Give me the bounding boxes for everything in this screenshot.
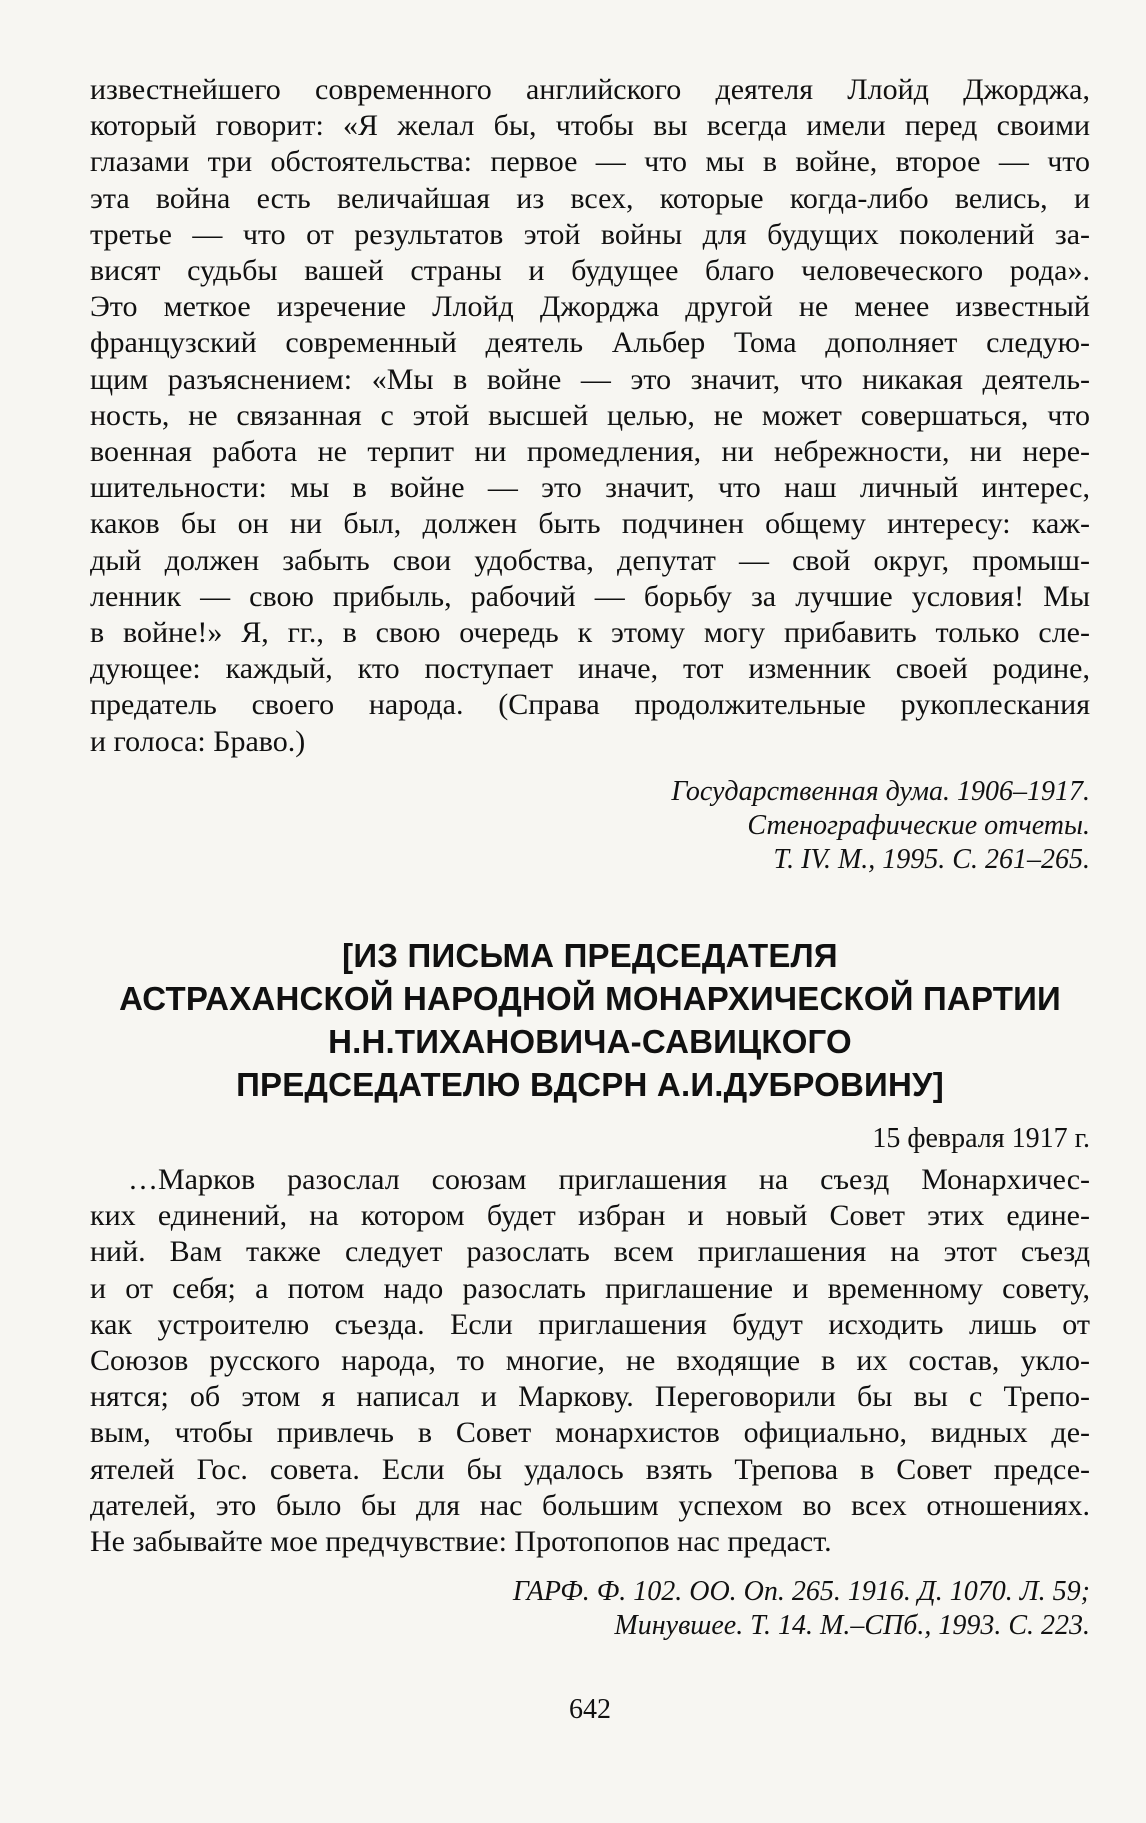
text-line: ленник — свою прибыль, рабочий — борьбу за лучшие условия! Мы: [90, 579, 1090, 613]
text-line: ность, не связанная с этой высшей целью, не может совершаться, что: [90, 398, 1090, 432]
book-page: [90, 72, 1090, 1792]
text-line: дующее: каждый, кто поступает иначе, тот изменник своей родине,: [90, 652, 1090, 686]
citation-line: Минувшее. Т. 14. М.–СПб., 1993. С. 223.: [614, 1610, 1090, 1641]
text-line: третье — что от результатов этой войны для будущих поколений за-: [90, 217, 1090, 251]
heading-line: Н.Н.ТИХАНОВИЧА-САВИЦКОГО: [328, 1023, 852, 1060]
text-line: как устроителю съезда. Если приглашения будут исходить лишь от: [90, 1307, 1090, 1341]
text-line: в войне!» Я, гг., в свою очередь к этому могу прибавить только сле-: [90, 616, 1090, 650]
text-line: каков бы он ни был, должен быть подчинен общему интересу: каж-: [90, 507, 1090, 541]
citation-line: Государственная дума. 1906–1917.: [671, 776, 1090, 807]
citation-line: Т. IV. М., 1995. С. 261–265.: [773, 844, 1090, 875]
text-line: и голоса: Браво.): [90, 724, 306, 758]
text-line: предатель своего народа. (Справа продолжительные рукоплескания: [90, 688, 1090, 722]
citation-line: ГАРФ. Ф. 102. ОО. Оп. 265. 1916. Д. 1070. Л. 59;: [512, 1576, 1090, 1607]
text-line: французский современный деятель Альбер Тома дополняет следую-: [90, 326, 1090, 360]
first-citation: [90, 775, 1090, 877]
text-line: дателей, это было бы для нас большим успехом во всех отношениях.: [90, 1488, 1090, 1522]
text-line: Союзов русского народа, то многие, не входящие в их состав, укло-: [90, 1344, 1090, 1378]
text-line: Это меткое изречение Ллойд Джорджа другой не менее известный: [90, 290, 1090, 324]
text-line: ний. Вам также следует разослать всем приглашения на этот съезд: [90, 1235, 1090, 1269]
text-line: известнейшего современного английского деятеля Ллойд Джорджа,: [90, 73, 1090, 106]
text-line: шительности: мы в войне — это значит, что наш личный интерес,: [90, 471, 1090, 505]
text-line: глазами три обстоятельства: первое — что мы в войне, второе — что: [90, 145, 1090, 179]
text-line: ких единений, на котором будет избран и новый Совет этих едине-: [90, 1199, 1090, 1233]
text-line: военная работа не терпит ни промедления, ни небрежности, ни нере-: [90, 435, 1090, 469]
letter-date: 15 февраля 1917 г.: [872, 1123, 1090, 1154]
text-line: который говорит: «Я желал бы, чтобы вы всегда имели перед своими: [90, 109, 1090, 143]
first-paragraph: [90, 72, 1090, 760]
text-line: вым, чтобы привлечь в Совет монархистов официально, видных де-: [90, 1416, 1090, 1450]
text-line: щим разъяснением: «Мы в войне — это значит, что никакая деятель-: [90, 362, 1090, 396]
text-line: эта война есть величайшая из всех, которые когда-либо велись, и: [90, 181, 1090, 215]
heading-line: ПРЕДСЕДАТЕЛЮ ВДСРН А.И.ДУБРОВИНУ]: [236, 1066, 944, 1103]
letter-paragraph: [90, 1162, 1090, 1560]
page-number: 642: [569, 1694, 611, 1725]
text-line: дый должен забыть свои удобства, депутат — свой округ, промыш-: [90, 543, 1090, 577]
heading-line: [ИЗ ПИСЬМА ПРЕДСЕДАТЕЛЯ: [342, 937, 838, 974]
text-line: …Марков разослал союзам приглашения на съезд Монархичес-: [128, 1163, 1090, 1196]
text-line: нятся; об этом я написал и Маркову. Переговорили бы вы с Трепо-: [90, 1380, 1090, 1414]
text-line: Не забывайте мое предчувствие: Протопопов нас предаст.: [90, 1525, 832, 1559]
document-heading: [90, 934, 1090, 1106]
text-line: ятелей Гос. совета. Если бы удалось взять Трепова в Совет предсе-: [90, 1452, 1090, 1486]
heading-line: АСТРАХАНСКОЙ НАРОДНОЙ МОНАРХИЧЕСКОЙ ПАРТИИ: [119, 980, 1061, 1017]
text-line: висят судьбы вашей страны и будущее благо человеческого рода».: [90, 254, 1090, 288]
second-citation: [90, 1575, 1090, 1643]
citation-line: Стенографические отчеты.: [747, 810, 1090, 841]
text-line: и от себя; а потом надо разослать приглашение и временному совету,: [90, 1271, 1090, 1305]
